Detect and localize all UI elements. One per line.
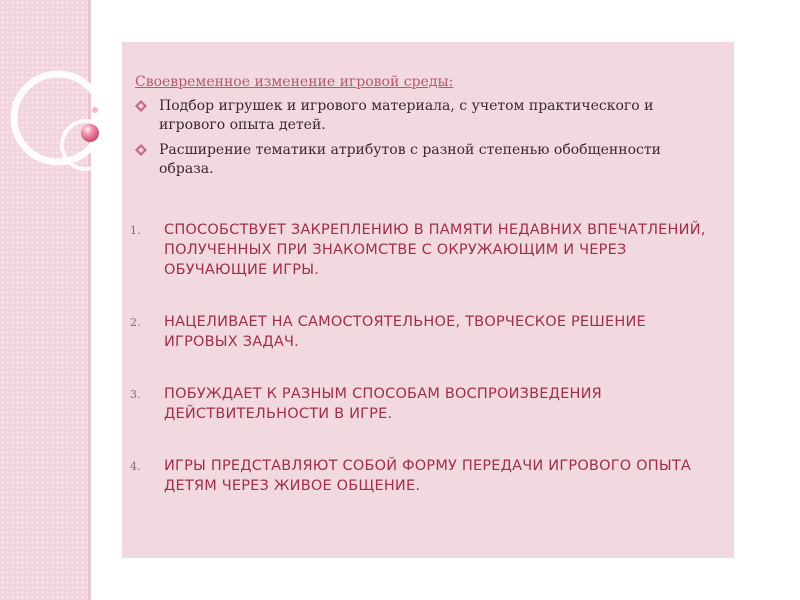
slide-subheading: Своевременное изменение игровой среды: bbox=[135, 74, 454, 90]
bullet-item bbox=[135, 141, 695, 179]
numbered-item bbox=[130, 220, 720, 280]
bullet-text: Расширение тематики атрибутов с разной степенью обобщенности образа. bbox=[159, 142, 661, 177]
tiny-bead-shape bbox=[92, 107, 98, 113]
bullet-item bbox=[135, 97, 695, 135]
numbered-item-text: НАЦЕЛИВАЕТ НА САМОСТОЯТЕЛЬНОЕ, ТВОРЧЕСКОЕ РЕШЕНИЕ ИГРОВЫХ ЗАДАЧ. bbox=[164, 314, 646, 350]
numbered-item-text: ИГРЫ ПРЕДСТАВЛЯЮТ СОБОЙ ФОРМУ ПЕРЕДАЧИ ИГРОВОГО ОПЫТА ДЕТЯМ ЧЕРЕЗ ЖИВОЕ ОБЩЕНИЕ. bbox=[164, 458, 692, 494]
numbered-item bbox=[130, 384, 720, 424]
numbered-list bbox=[130, 220, 720, 528]
numbered-item bbox=[130, 456, 720, 496]
bullet-list bbox=[135, 97, 695, 185]
item-number: 1. bbox=[130, 224, 141, 237]
numbered-item bbox=[130, 312, 720, 352]
item-number: 2. bbox=[130, 316, 141, 329]
pink-pearl-icon bbox=[81, 124, 99, 142]
numbered-item-text: ПОБУЖДАЕТ К РАЗНЫМ СПОСОБАМ ВОСПРОИЗВЕДЕНИЯ ДЕЙСТВИТЕЛЬНОСТИ В ИГРЕ. bbox=[164, 386, 602, 422]
numbered-item-text: СПОСОБСТВУЕТ ЗАКРЕПЛЕНИЮ В ПАМЯТИ НЕДАВНИХ ВПЕЧАТЛЕНИЙ, ПОЛУЧЕННЫХ ПРИ ЗНАКОМСТВЕ С ОКРУЖАЮЩИМ И ЧЕРЕЗ ОБУЧАЮЩИЕ ИГРЫ. bbox=[164, 222, 706, 278]
item-number: 3. bbox=[130, 388, 141, 401]
diamond-bullet-icon bbox=[135, 144, 147, 156]
bullet-text: Подбор игрушек и игрового материала, с учетом практического и игрового опыта детей. bbox=[159, 98, 654, 133]
diamond-bullet-icon bbox=[135, 100, 147, 112]
large-ring-shape bbox=[14, 74, 102, 162]
item-number: 4. bbox=[130, 460, 141, 473]
ring-and-pearl-decoration-icon bbox=[0, 0, 140, 600]
